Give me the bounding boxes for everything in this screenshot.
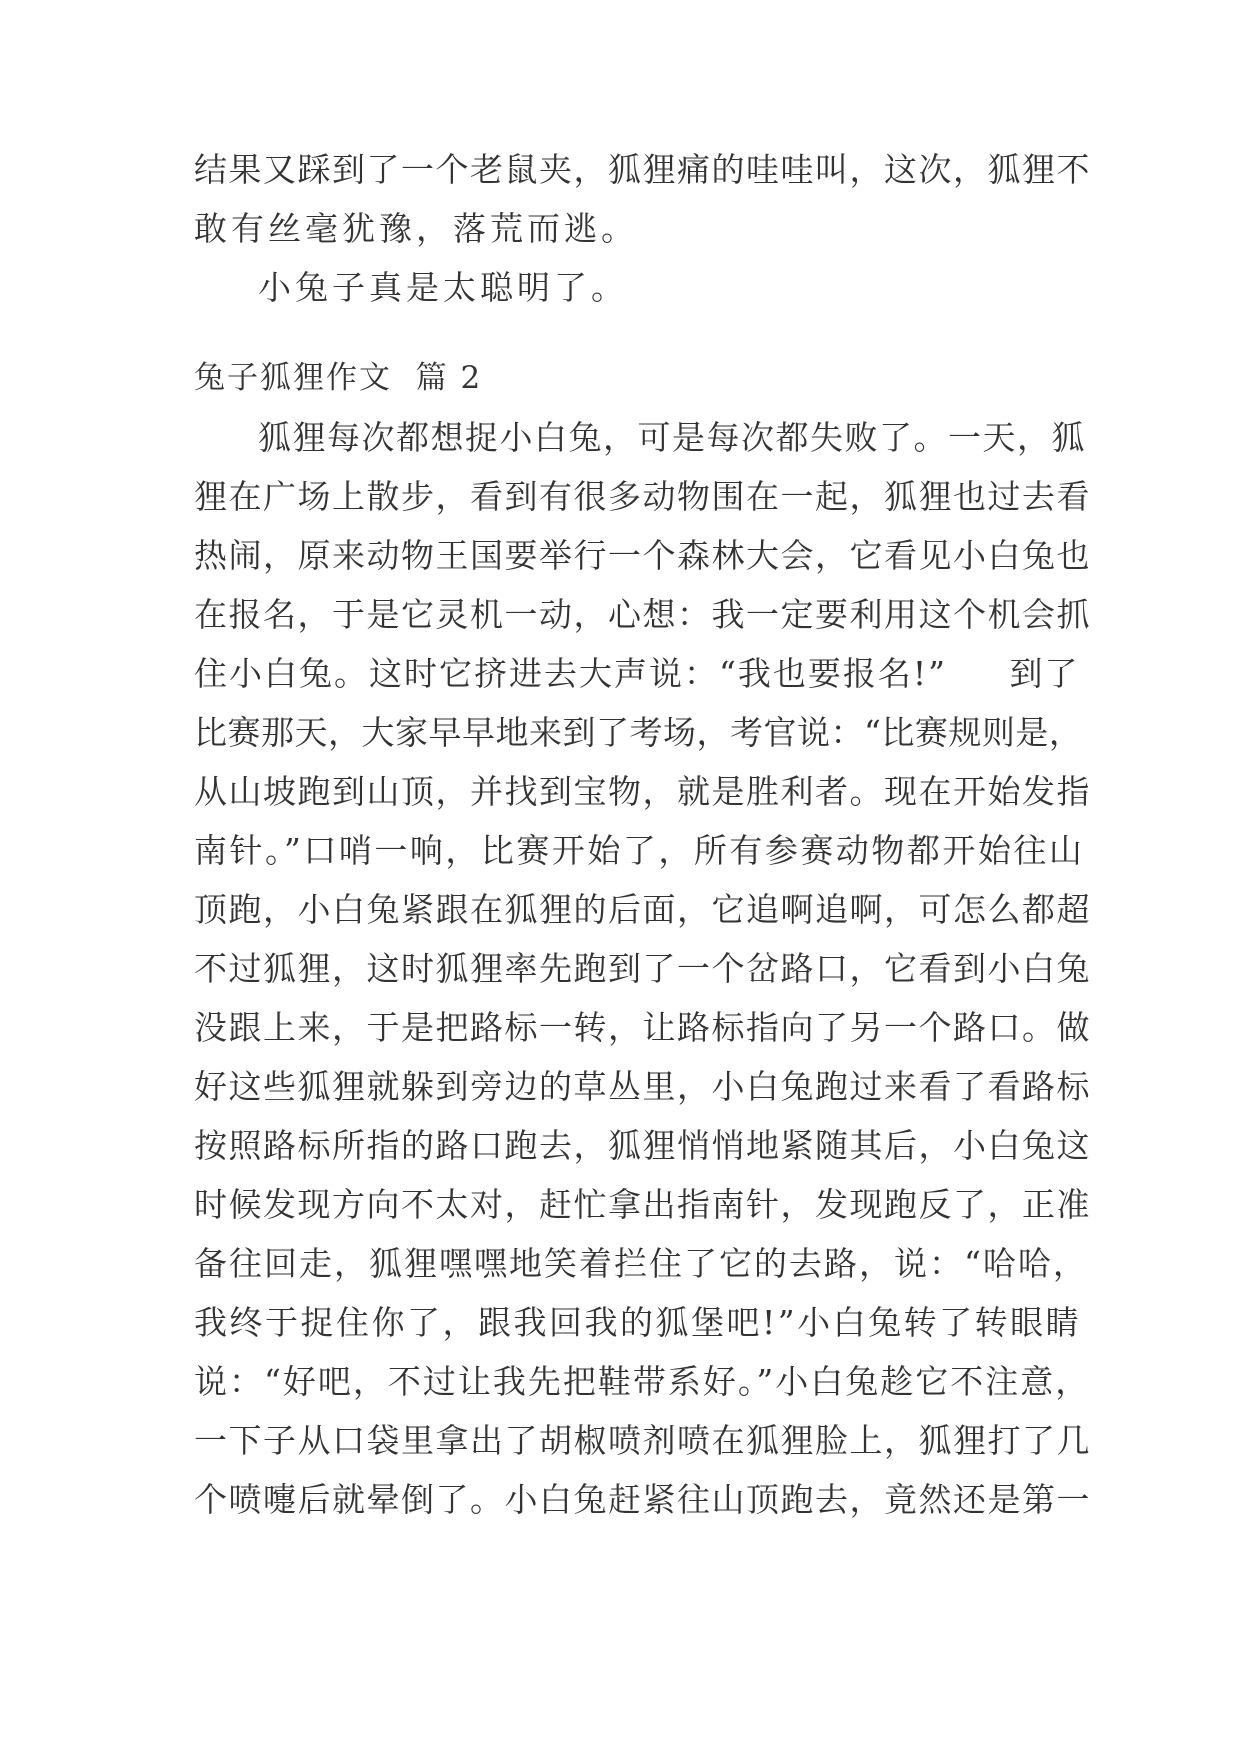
text-line: 住小白兔。这时它挤进去大声说：“我也要报名!” 到了: [194, 654, 1080, 693]
text-line: 在报名，于是它灵机一动，心想：我一定要利用这个机会抓: [194, 595, 1091, 634]
text-line: 比赛那天，大家早早地来到了考场，考官说：“比赛规则是，: [194, 713, 1083, 752]
text-line: 好这些狐狸就躲到旁边的草丛里，小白兔跑过来看了看路标: [194, 1067, 1091, 1106]
text-line: 个喷嚏后就晕倒了。小白兔赶紧往山顶跑去，竟然还是第一: [194, 1480, 1091, 1519]
text-line: 说：“好吧，不过让我先把鞋带系好。”小白兔趁它不注意，: [194, 1362, 1091, 1401]
text-line: 备往回走，狐狸嘿嘿地笑着拦住了它的去路，说：“哈哈，: [194, 1244, 1088, 1283]
text-line: 一下子从口袋里拿出了胡椒喷剂喷在狐狸脸上，狐狸打了几: [194, 1421, 1091, 1460]
text-line: 没跟上来，于是把路标一转，让路标指向了另一个路口。做: [194, 1008, 1091, 1047]
text-line: 从山坡跑到山顶，并找到宝物，就是胜利者。现在开始发指: [194, 772, 1091, 811]
paragraph-first-line: 狐狸每次都想捉小白兔，可是每次都失败了。一天，狐: [258, 418, 1086, 457]
text-line: 顶跑，小白兔紧跟在狐狸的后面，它追啊追啊，可怎么都超: [194, 890, 1091, 929]
text-line: 不过狐狸，这时狐狸率先跑到了一个岔路口，它看到小白兔: [194, 949, 1091, 988]
text-line: 南针。”口哨一响，比赛开始了，所有参赛动物都开始往山: [194, 831, 1085, 870]
text-line: 敢有丝毫犹豫，落荒而逃。: [194, 209, 638, 248]
section-heading: 兔子狐狸作文 篇 2: [194, 360, 483, 396]
text-line: 热闹，原来动物王国要举行一个森林大会，它看见小白兔也: [194, 536, 1091, 575]
text-line: 时候发现方向不太对，赶忙拿出指南针，发现跑反了，正准: [194, 1185, 1091, 1224]
text-line: 狸在广场上散步，看到有很多动物围在一起，狐狸也过去看: [194, 477, 1091, 516]
text-line: 结果又踩到了一个老鼠夹，狐狸痛的哇哇叫，这次，狐狸不: [194, 150, 1091, 189]
closing-line: 小兔子真是太聪明了。: [258, 268, 628, 307]
text-line: 按照路标所指的路口跑去，狐狸悄悄地紧随其后，小白兔这: [194, 1126, 1091, 1165]
text-line: 我终于捉住你了，跟我回我的狐堡吧!”小白兔转了转眼睛: [194, 1303, 1082, 1342]
